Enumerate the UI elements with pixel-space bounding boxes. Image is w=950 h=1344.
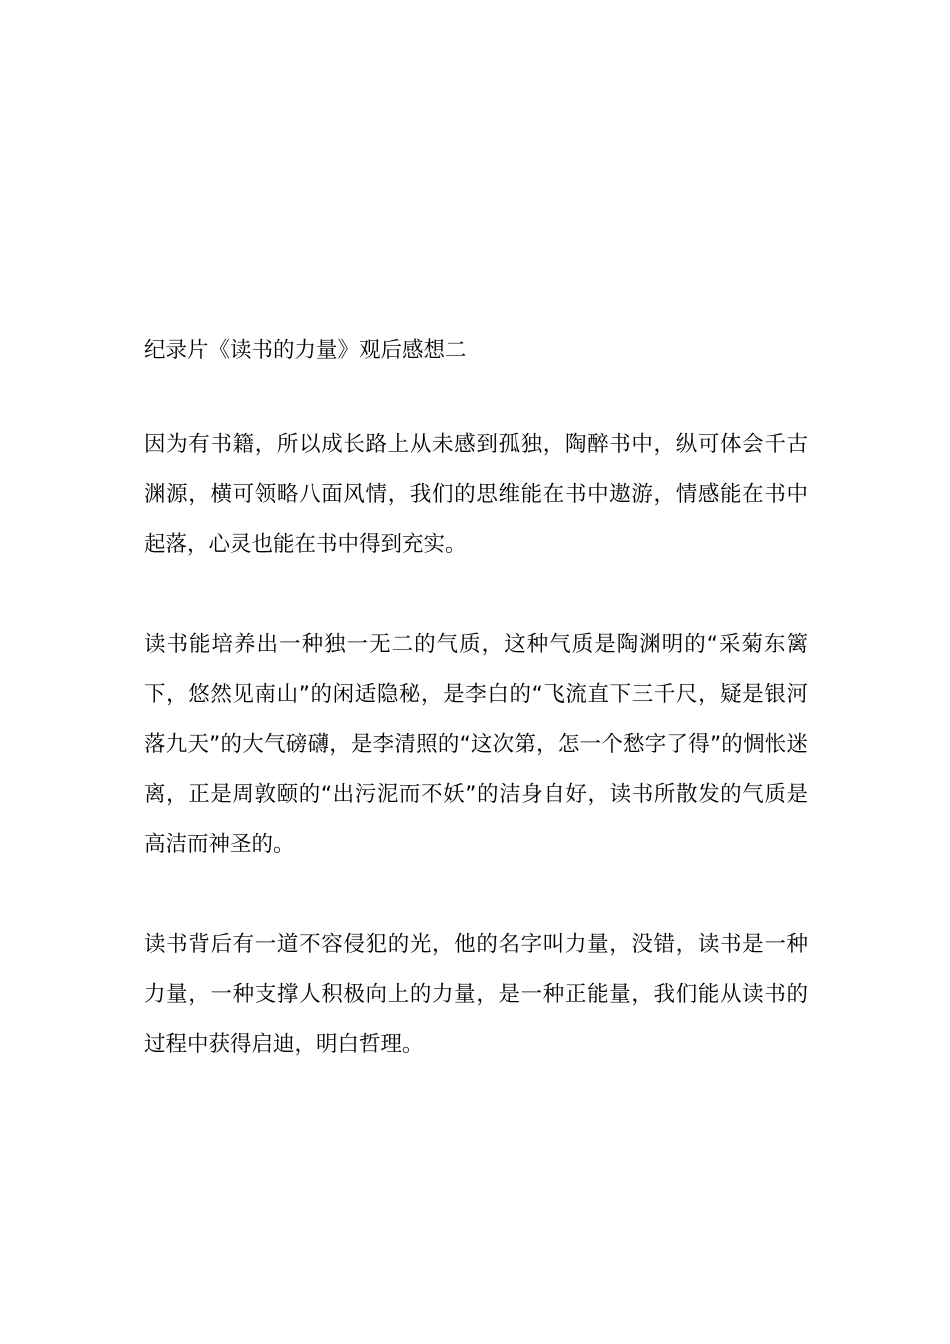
document-body [144, 332, 808, 1120]
paragraph-3: 读书背后有一道不容侵犯的光，他的名字叫力量，没错，读书是一种力量，一种支撑人积极向上的力量，是一种正能量，我们能从读书的过程中获得启迪，明白哲理。 [144, 932, 808, 1057]
document-title: 纪录片《读书的力量》观后感想二 [144, 338, 467, 363]
paragraph-1: 因为有书籍，所以成长路上从未感到孤独，陶醉书中，纵可体会千古渊源，横可领略八面风情，我们的思维能在书中遨游，情感能在书中起落，心灵也能在书中得到充实。 [144, 432, 808, 557]
paragraph-2: 读书能培养出一种独一无二的气质，这种气质是陶渊明的“采菊东篱下，悠然见南山”的闲适隐秘，是李白的“飞流直下三千尺，疑是银河落九天”的大气磅礴，是李清照的“这次第，怎一个愁字了得”的惆怅迷离，正是周敦颐的“出污泥而不妖”的洁身自好，读书所散发的气质是高洁而神圣的。 [144, 632, 808, 857]
